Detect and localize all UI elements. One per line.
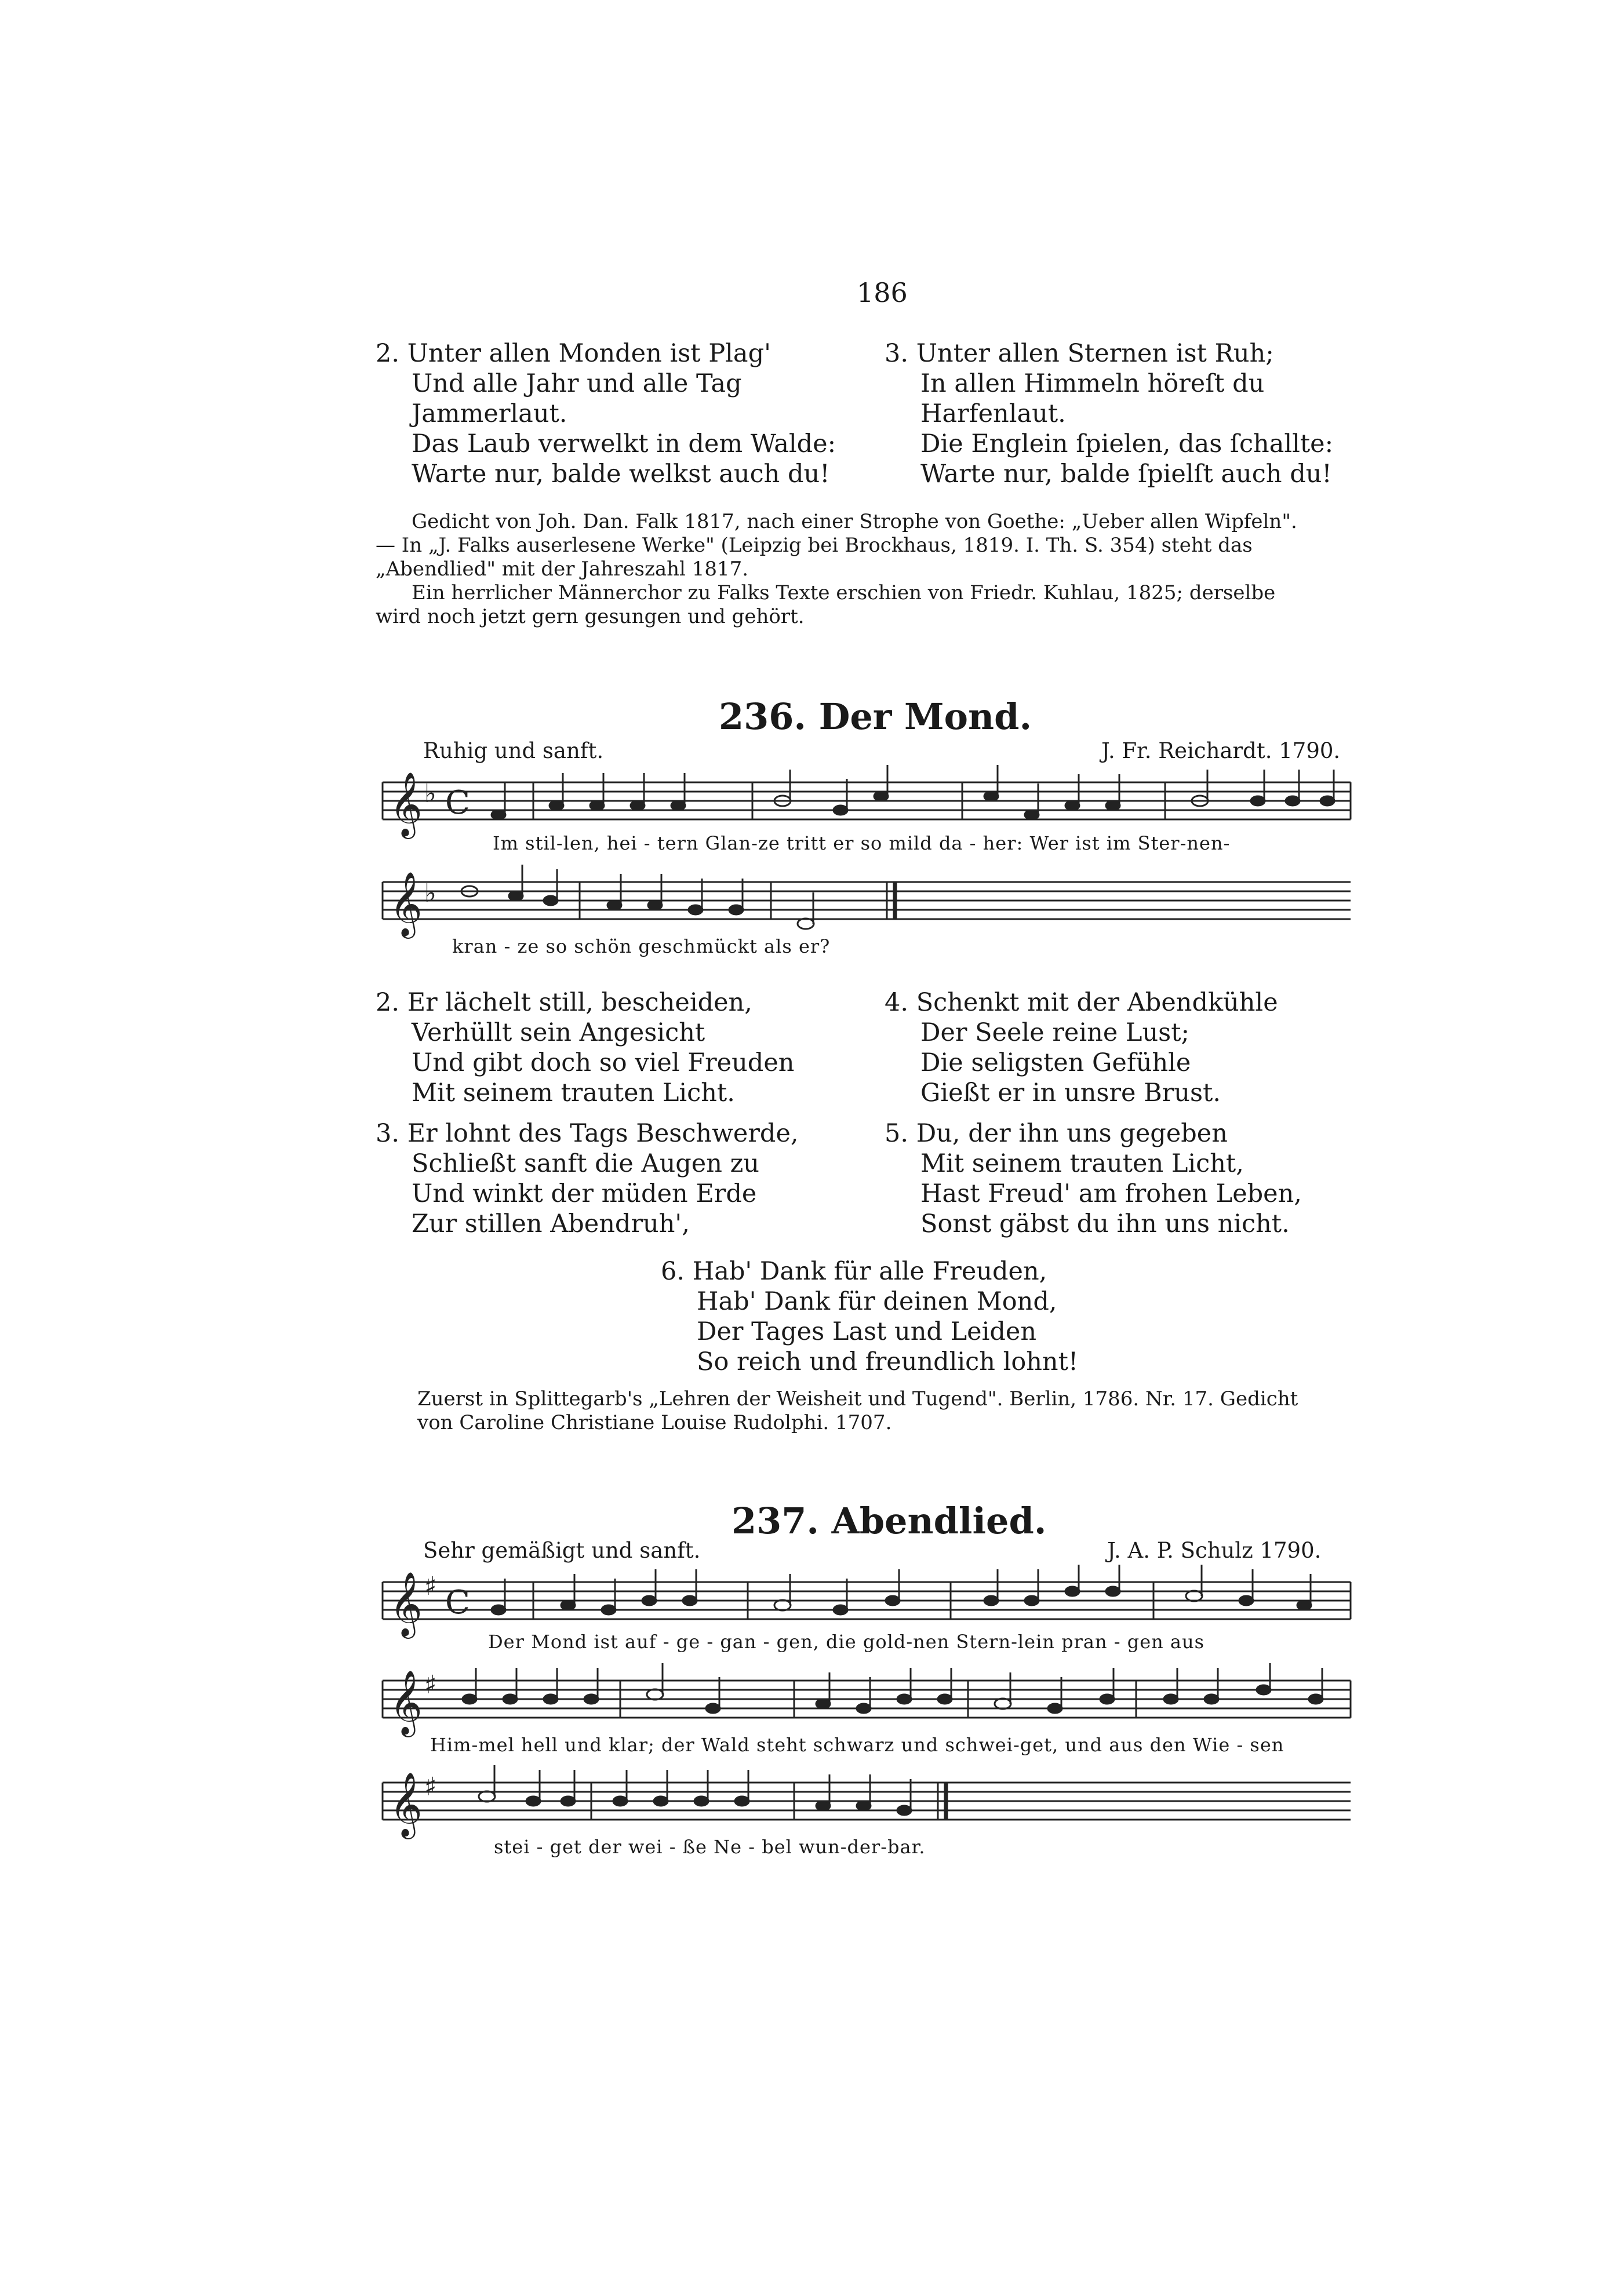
verse-line: Das Laub verwelkt in dem Walde: <box>412 429 836 458</box>
verse-line: Schließt sanft die Augen zu <box>412 1149 759 1178</box>
note-line: von Caroline Christiane Louise Rudolphi. 1707. <box>417 1411 892 1434</box>
note-line: „Abendlied" mit der Jahreszahl 1817. <box>376 557 749 581</box>
svg-text:♭: ♭ <box>424 879 436 908</box>
verse-line: Die Englein ſpielen, das ſchallte: <box>920 429 1334 458</box>
svg-text:C: C <box>445 1584 470 1621</box>
verse-line: So reich und freundlich lohnt! <box>697 1347 1079 1376</box>
song-236-tempo: Ruhig und sanft. <box>423 738 604 763</box>
verse-line: Jammerlaut. <box>412 399 567 428</box>
verse-2-previous-song <box>376 338 836 489</box>
verse-line: 3. Er lohnt des Tags Beschwerde, <box>376 1119 799 1148</box>
svg-text:C: C <box>445 784 470 822</box>
verse-line: Warte nur, balde welkst auch du! <box>412 460 830 489</box>
song-237-lyrics-line-3: stei - get der wei - ße Ne - bel wun-der-bar. <box>494 1836 926 1858</box>
song-237-staff-3 <box>377 1765 1356 1846</box>
song-236-lyrics-line-2: kran - ze so schön geschmückt als er? <box>452 935 831 957</box>
verse-line: Der Seele reine Lust; <box>920 1018 1190 1047</box>
svg-text:♯: ♯ <box>424 1772 437 1802</box>
note-line: wird noch jetzt gern gesungen und gehört. <box>376 605 805 628</box>
song-237-lyrics-line-2: Him-mel hell und klar; der Wald steht schwarz und schwei-get, und aus den Wie - sen <box>430 1734 1284 1756</box>
svg-text:𝄞: 𝄞 <box>390 1670 423 1734</box>
verse-line: Verhüllt sein Angesicht <box>412 1018 705 1047</box>
verse-line: In allen Himmeln höreſt du <box>920 369 1265 398</box>
song-237-composer: J. A. P. Schulz 1790. <box>1107 1538 1322 1563</box>
verse-line: Gießt er in unsre Brust. <box>920 1078 1221 1107</box>
verse-line: 6. Hab' Dank für alle Freuden, <box>661 1257 1047 1286</box>
verse-3-previous-song <box>885 338 1333 489</box>
page-number: 186 <box>857 277 908 308</box>
song-236-staff-2 <box>377 865 1356 946</box>
note-line: Zuerst in Splittegarb's „Lehren der Weisheit und Tugend". Berlin, 1786. Nr. 17. Gedicht <box>417 1387 1298 1411</box>
verse-line: Der Tages Last und Leiden <box>697 1317 1037 1346</box>
verse-line: 4. Schenkt mit der Abendkühle <box>885 988 1278 1017</box>
song-236-source-note <box>417 1387 1298 1435</box>
svg-text:𝄞: 𝄞 <box>390 1571 423 1636</box>
verse-line: Und alle Jahr und alle Tag <box>412 369 742 398</box>
verse-line: 2. Er lächelt still, bescheiden, <box>376 988 752 1017</box>
verse-line: Sonst gäbst du ihn uns nicht. <box>920 1209 1290 1238</box>
svg-text:♯: ♯ <box>424 1670 437 1700</box>
verse-line: Mit seinem trauten Licht. <box>412 1078 735 1107</box>
verse-line: 2. Unter allen Monden ist Plag' <box>376 339 771 368</box>
verse-line: 5. Du, der ihn uns gegeben <box>885 1119 1228 1148</box>
verse-line: Und gibt doch so viel Freuden <box>412 1048 795 1077</box>
song-236-lyrics-line-1: Im stil-len, hei - tern Glan-ze tritt er so mild da - her: Wer ist im Ster-nen- <box>493 832 1231 854</box>
svg-text:𝄞: 𝄞 <box>390 771 423 836</box>
verse-line: Hast Freud' am frohen Leben, <box>920 1179 1302 1208</box>
svg-text:𝄞: 𝄞 <box>390 871 423 936</box>
verse-line: Hab' Dank für deinen Mond, <box>697 1287 1057 1316</box>
song-237-tempo: Sehr gemäßigt und sanft. <box>423 1538 701 1563</box>
song-236-verse-6 <box>661 1256 1078 1377</box>
note-line: — In „J. Falks auserlesene Werke" (Leipzig bei Brockhaus, 1819. I. Th. S. 354) steht das <box>376 534 1253 557</box>
song-236-verses-right <box>885 987 1302 1239</box>
verse-line: Und winkt der müden Erde <box>412 1179 757 1208</box>
song-237-title: 237. Abendlied. <box>732 1500 1047 1542</box>
song-236-composer: J. Fr. Reichardt. 1790. <box>1101 738 1341 763</box>
verse-line: Mit seinem trauten Licht, <box>920 1149 1244 1178</box>
verse-line: 3. Unter allen Sternen ist Ruh; <box>885 339 1274 368</box>
svg-text:♭: ♭ <box>424 779 436 808</box>
source-note-previous-song <box>376 510 1297 629</box>
song-236-verses-left <box>376 987 799 1239</box>
song-237-lyrics-line-1: Der Mond ist auf - ge - gan - gen, die gold-nen Stern-lein pran - gen aus <box>488 1631 1205 1653</box>
verse-line: Zur stillen Abendruh', <box>412 1209 690 1238</box>
song-236-title: 236. Der Mond. <box>719 695 1032 738</box>
verse-line: Warte nur, balde ſpielſt auch du! <box>920 460 1332 489</box>
note-line: Gedicht von Joh. Dan. Falk 1817, nach einer Strophe von Goethe: „Ueber allen Wipfeln". <box>412 510 1297 533</box>
verse-line: Harfenlaut. <box>920 399 1066 428</box>
svg-text:𝄞: 𝄞 <box>390 1772 423 1836</box>
svg-text:♯: ♯ <box>424 1572 437 1601</box>
note-line: Ein herrlicher Männerchor zu Falks Texte erschien von Friedr. Kuhlau, 1825; derselbe <box>412 581 1276 604</box>
verse-line: Die seligsten Gefühle <box>920 1048 1191 1077</box>
song-237-staff-2 <box>377 1663 1356 1744</box>
